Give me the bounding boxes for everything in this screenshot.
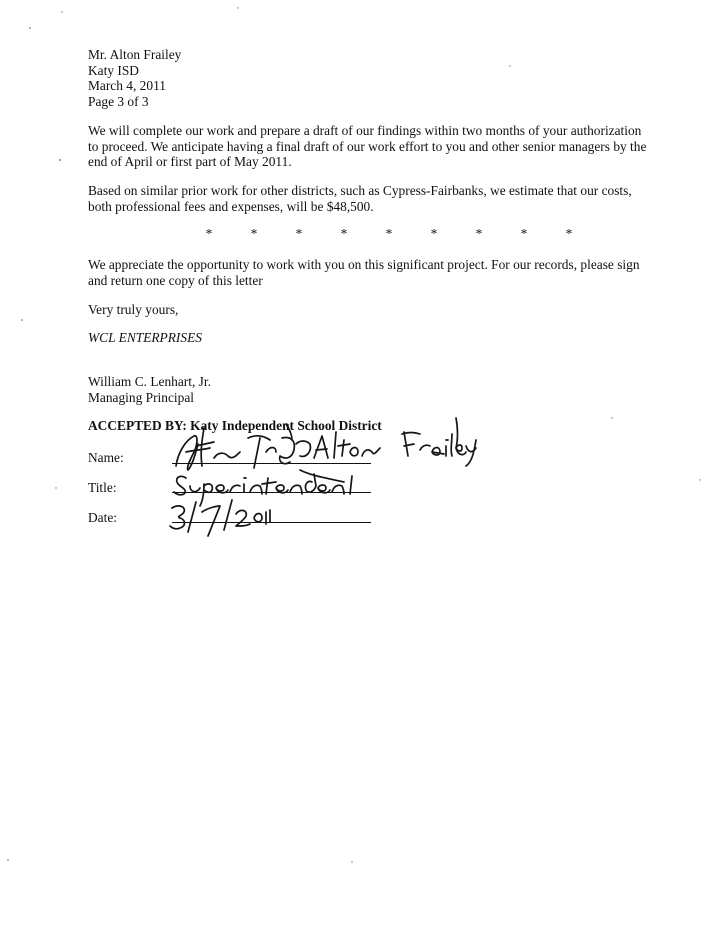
accepted-by-heading: ACCEPTED BY: Katy Independent School District (88, 418, 382, 433)
letter-date: March 4, 2011 (88, 78, 166, 94)
page-number: Page 3 of 3 (88, 93, 149, 109)
paragraph-sign-request: We appreciate the opportunity to work with you on this significant project. For our records, please sign and return one copy of this letter (88, 257, 640, 288)
asterisk: * (205, 226, 213, 241)
recipient-name: Mr. Alton Frailey (88, 47, 182, 62)
asterisk: * (520, 226, 528, 241)
asterisk: * (430, 226, 438, 241)
signer-title: Managing Principal (88, 389, 194, 405)
separator-asterisks (204, 226, 574, 242)
asterisk: * (340, 226, 348, 241)
date-signature-line (172, 522, 371, 523)
asterisk: * (385, 226, 393, 241)
company-name: WCL ENTERPRISES (88, 330, 202, 345)
title-label: Title: (88, 480, 117, 495)
closing-salutation: Very truly yours, (88, 302, 179, 317)
title-signature-line (172, 492, 371, 493)
paragraph-cost-estimate: Based on similar prior work for other districts, such as Cypress-Fairbanks, we estimate that our costs, both professional fees and expenses, will be $48,500. (88, 183, 632, 214)
asterisk: * (295, 226, 303, 241)
recipient-block (88, 47, 181, 109)
signer-block (88, 374, 211, 405)
asterisk: * (565, 226, 573, 241)
signer-name: William C. Lenhart, Jr. (88, 374, 211, 389)
name-signature-line (172, 463, 371, 464)
paragraph-timeline: We will complete our work and prepare a draft of our findings within two months of your authorization to proceed. We anticipate having a final draft of our work effort to you and other senior managers by the end of April or first part of May 2011. (88, 123, 647, 170)
asterisk: * (475, 226, 483, 241)
date-label: Date: (88, 510, 117, 525)
asterisk: * (250, 226, 258, 241)
name-label: Name: (88, 450, 124, 465)
recipient-organization: Katy ISD (88, 62, 139, 78)
